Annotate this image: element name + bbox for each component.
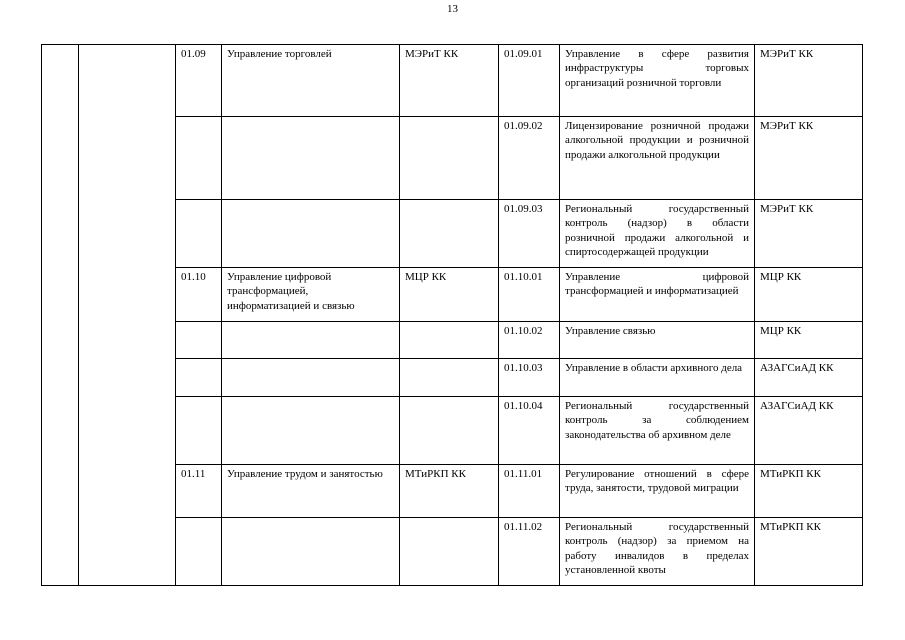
function-org <box>400 200 499 268</box>
function-code <box>176 322 222 359</box>
subfunction-code: 01.09.02 <box>499 117 560 200</box>
function-name <box>222 518 400 586</box>
subfunction-org: МЭРиТ КК <box>755 45 863 117</box>
function-code: 01.09 <box>176 45 222 117</box>
subfunction-org: АЗАГСиАД КК <box>755 359 863 397</box>
function-code <box>176 518 222 586</box>
function-name: Управление цифровой трансформацией, информатизацией и связью <box>222 268 400 322</box>
function-code <box>176 397 222 465</box>
blank-column-1 <box>42 45 79 586</box>
subfunction-code: 01.10.04 <box>499 397 560 465</box>
function-org: МТиРКП КК <box>400 465 499 518</box>
subfunction-name: Управление в сфере развития инфраструктуры торговых организаций розничной торговли <box>560 45 755 117</box>
function-code: 01.11 <box>176 465 222 518</box>
function-name <box>222 322 400 359</box>
subfunction-code: 01.11.01 <box>499 465 560 518</box>
subfunction-code: 01.10.03 <box>499 359 560 397</box>
function-code <box>176 200 222 268</box>
subfunction-org: МТиРКП КК <box>755 465 863 518</box>
function-org: МЦР КК <box>400 268 499 322</box>
subfunction-org: МЦР КК <box>755 268 863 322</box>
function-org <box>400 322 499 359</box>
subfunction-code: 01.09.03 <box>499 200 560 268</box>
function-name: Управление трудом и занятостью <box>222 465 400 518</box>
function-code <box>176 359 222 397</box>
subfunction-code: 01.10.01 <box>499 268 560 322</box>
function-name <box>222 200 400 268</box>
subfunction-name: Управление связью <box>560 322 755 359</box>
function-name: Управление торговлей <box>222 45 400 117</box>
subfunction-org: МЦР КК <box>755 322 863 359</box>
subfunction-name: Региональный государственный контроль за соблюдением законодательства об архивном деле <box>560 397 755 465</box>
subfunction-name: Региональный государственный контроль (надзор) за приемом на работу инвалидов в пределах установленной квоты <box>560 518 755 586</box>
blank-column-2 <box>79 45 176 586</box>
function-name <box>222 359 400 397</box>
subfunction-name: Регулирование отношений в сфере труда, занятости, трудовой миграции <box>560 465 755 518</box>
function-org <box>400 397 499 465</box>
function-code: 01.10 <box>176 268 222 322</box>
table-row <box>42 45 863 117</box>
subfunction-code: 01.09.01 <box>499 45 560 117</box>
function-org <box>400 518 499 586</box>
function-org <box>400 359 499 397</box>
function-name <box>222 397 400 465</box>
subfunction-org: МТиРКП КК <box>755 518 863 586</box>
function-code <box>176 117 222 200</box>
function-org: МЭРиТ КК <box>400 45 499 117</box>
function-org <box>400 117 499 200</box>
register-table <box>41 44 863 586</box>
subfunction-name: Управление цифровой трансформацией и информатизацией <box>560 268 755 322</box>
subfunction-code: 01.10.02 <box>499 322 560 359</box>
page-number: 13 <box>447 3 458 15</box>
subfunction-org: АЗАГСиАД КК <box>755 397 863 465</box>
subfunction-org: МЭРиТ КК <box>755 117 863 200</box>
function-name <box>222 117 400 200</box>
subfunction-code: 01.11.02 <box>499 518 560 586</box>
subfunction-name: Лицензирование розничной продажи алкогольной продукции и розничной продажи алкогольной продукции <box>560 117 755 200</box>
subfunction-org: МЭРиТ КК <box>755 200 863 268</box>
subfunction-name: Региональный государственный контроль (надзор) в области розничной продажи алкогольной и спиртосодержащей продукции <box>560 200 755 268</box>
subfunction-name: Управление в области архивного дела <box>560 359 755 397</box>
